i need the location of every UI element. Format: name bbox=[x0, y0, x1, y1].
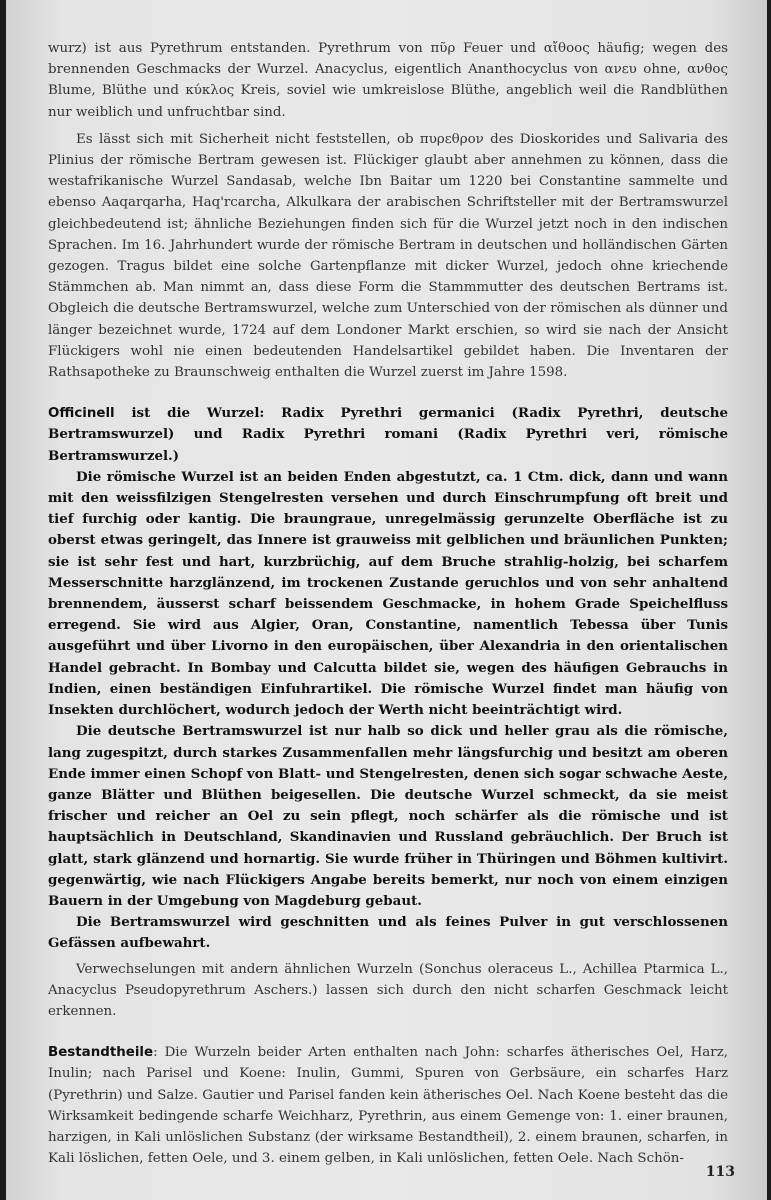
section-heading-bestandtheile: Bestandtheile bbox=[48, 1045, 154, 1061]
paragraph-storage: Die Bertramswurzel wird geschnitten und als feines Pulver in gut verschlossenen Gefässen aufbewahrt. bbox=[48, 914, 728, 952]
paragraph-bestandtheile bbox=[48, 1042, 728, 1169]
paragraph-german-root: Die deutsche Bertramswurzel ist nur halb so dick und heller grau als die römische, lang zugespitzt, durch starkes Zusammenfallen mehr längsfurchig und besitzt am oberen Ende immer einen Schopf von Blatt- und Stengelresten, denen sich sogar schwache Aeste, ganze Blätter und Blüthen beigesellen. Die deutsche Wurzel schmeckt, da sie meist frischer und reicher an Oel zu sein pflegt, noch schärfer als die römische und ist hauptsächlich in Deutschland, Skandinavien und Russland gebräuchlich. Der Bruch ist glatt, stark glänzend und hornartig. Sie wurde früher in Thüringen und Böhmen kultivirt. gegenwärtig, wie nach Flückigers Angabe bereits bemerkt, nur noch von einem einzigen Bauern in der Umgebung von Magdeburg gebaut. bbox=[48, 723, 728, 909]
scan-edge-right bbox=[767, 0, 771, 1200]
scan-edge-left bbox=[0, 0, 6, 1200]
page-text bbox=[48, 38, 728, 1169]
paragraph-officinell bbox=[48, 403, 728, 467]
paragraph-etymology: wurz) ist aus Pyrethrum entstanden. Pyrethrum von πῦρ Feuer und αἴθοος häufig; wegen des brennenden Geschmacks der Wurzel. Anacyclus, eigentlich Ananthocyclus von ανευ ohne, ανθος Blume, Blüthe und κύκλος Kreis, soviel wie umkreislose Blüthe, angeblich weil die Randblüthen nur weiblich und unfruchtbar sind. bbox=[48, 41, 728, 120]
paragraph-roman-root: Die römische Wurzel ist an beiden Enden abgestutzt, ca. 1 Ctm. dick, dann und wann mit den weissfilzigen Stengelresten versehen und durch Einschrumpfung oft breit und tief furchig oder kantig. Die braungraue, unregelmässig gerunzelte Oberfläche ist zu oberst etwas geringelt, das Innere ist grauweiss mit gelblichen und bräunlichen Punkten; sie ist sehr fest und hart, kurzbrüchig, auf dem Bruche strahlig-holzig, bei scharfem Messerschnitte harzglänzend, im trockenen Zustande geruchlos und von sehr anhaltend brennendem, äusserst scharf beissendem Geschmacke, in hohem Grade Speichelfluss erregend. Sie wird aus Algier, Oran, Constantine, namentlich Tebessa über Tunis ausgeführt und über Livorno in den europäischen, über Alexandria in den orientalischen Handel gebracht. In Bombay und Calcutta bildet sie, wegen des häufigen Gebrauchs in Indien, einen beständigen Einfuhrartikel. Die römische Wurzel findet man häufig von Insekten durchlöchert, wodurch jedoch der Werth nicht beeinträchtigt wird. bbox=[48, 468, 728, 719]
paragraph-history: Es lässt sich mit Sicherheit nicht feststellen, ob πυρεθρον des Dioskorides und Salivaria des Plinius der römische Bertram gewesen ist. Flückiger glaubt aber annehmen zu können, dass die westafrikanische Wurzel Sandasab, welche Ibn Baitar um 1220 bei Constantine sammelte und ebenso Aaqarqarha, Haq'rcarcha, Alkulkara der arabischen Schriftsteller mit der Bertramswurzel gleichbedeutend ist; ähnliche Beziehungen finden sich für die Wurzel jetzt noch in den indischen Sprachen. Im 16. Jahrhundert wurde der römische Bertram in deutschen und holländischen Gärten gezogen. Tragus bildet eine solche Gartenpflanze mit dicker Wurzel, jedoch ohne kriechende Stämmchen ab. Man nimmt an, dass diese Form die Stammmutter des deutschen Bertrams ist. Obgleich die deutsche Bertramswurzel, welche zum Unterschied von der römischen als dünner und länger bezeichnet wurde, 1724 auf dem Londoner Markt erschien, so wird sie nach der Ansicht Flückigers wohl nie einen bedeutenden Handelsartikel gebildet haben. Die Inventaren der Rathsapotheke zu Braunschweig enthalten die Wurzel zuerst im Jahre 1598. bbox=[48, 131, 728, 381]
bestandtheile-text: : Die Wurzeln beider Arten enthalten nach John: scharfes ätherisches Oel, Harz, Inulin; nach Parisel und Koene: Inulin, Gummi, Spuren von Gerbsäure, ein scharfes Harz (Pyrethrin) und Salze. Gautier und Parisel fanden kein ätherisches Oel. Nach Koene besteht das die Wirksamkeit bedingende scharfe Weichharz, Pyrethrin, aus einem Gemenge von: 1. einer braunen, harzigen, in Kali unlöslichen Substanz (der wirksame Bestandtheil), 2. einem braunen, scharfen, in Kali löslichen, fetten Oele, und 3. einem gelben, in Kali unlöslichen, fetten Oele. Nach Schön- bbox=[48, 1045, 728, 1167]
officinell-text: ist die Wurzel: Radix Pyrethri germanici (Radix Pyrethri, deutsche Bertramswurzel) und Radix Pyrethri romani (Radix Pyrethri veri, römische Bertramswurzel.) bbox=[48, 405, 728, 464]
paragraph-confusion: Verwechselungen mit andern ähnlichen Wurzeln (Sonchus oleraceus L., Achillea Ptarmica L., Anacyclus Pseudopyrethrum Aschers.) lassen sich durch den nicht scharfen Geschmack leicht erkennen. bbox=[48, 961, 728, 1019]
page-number: 113 bbox=[705, 1164, 735, 1180]
section-heading-officinell: Officinell bbox=[48, 406, 115, 422]
